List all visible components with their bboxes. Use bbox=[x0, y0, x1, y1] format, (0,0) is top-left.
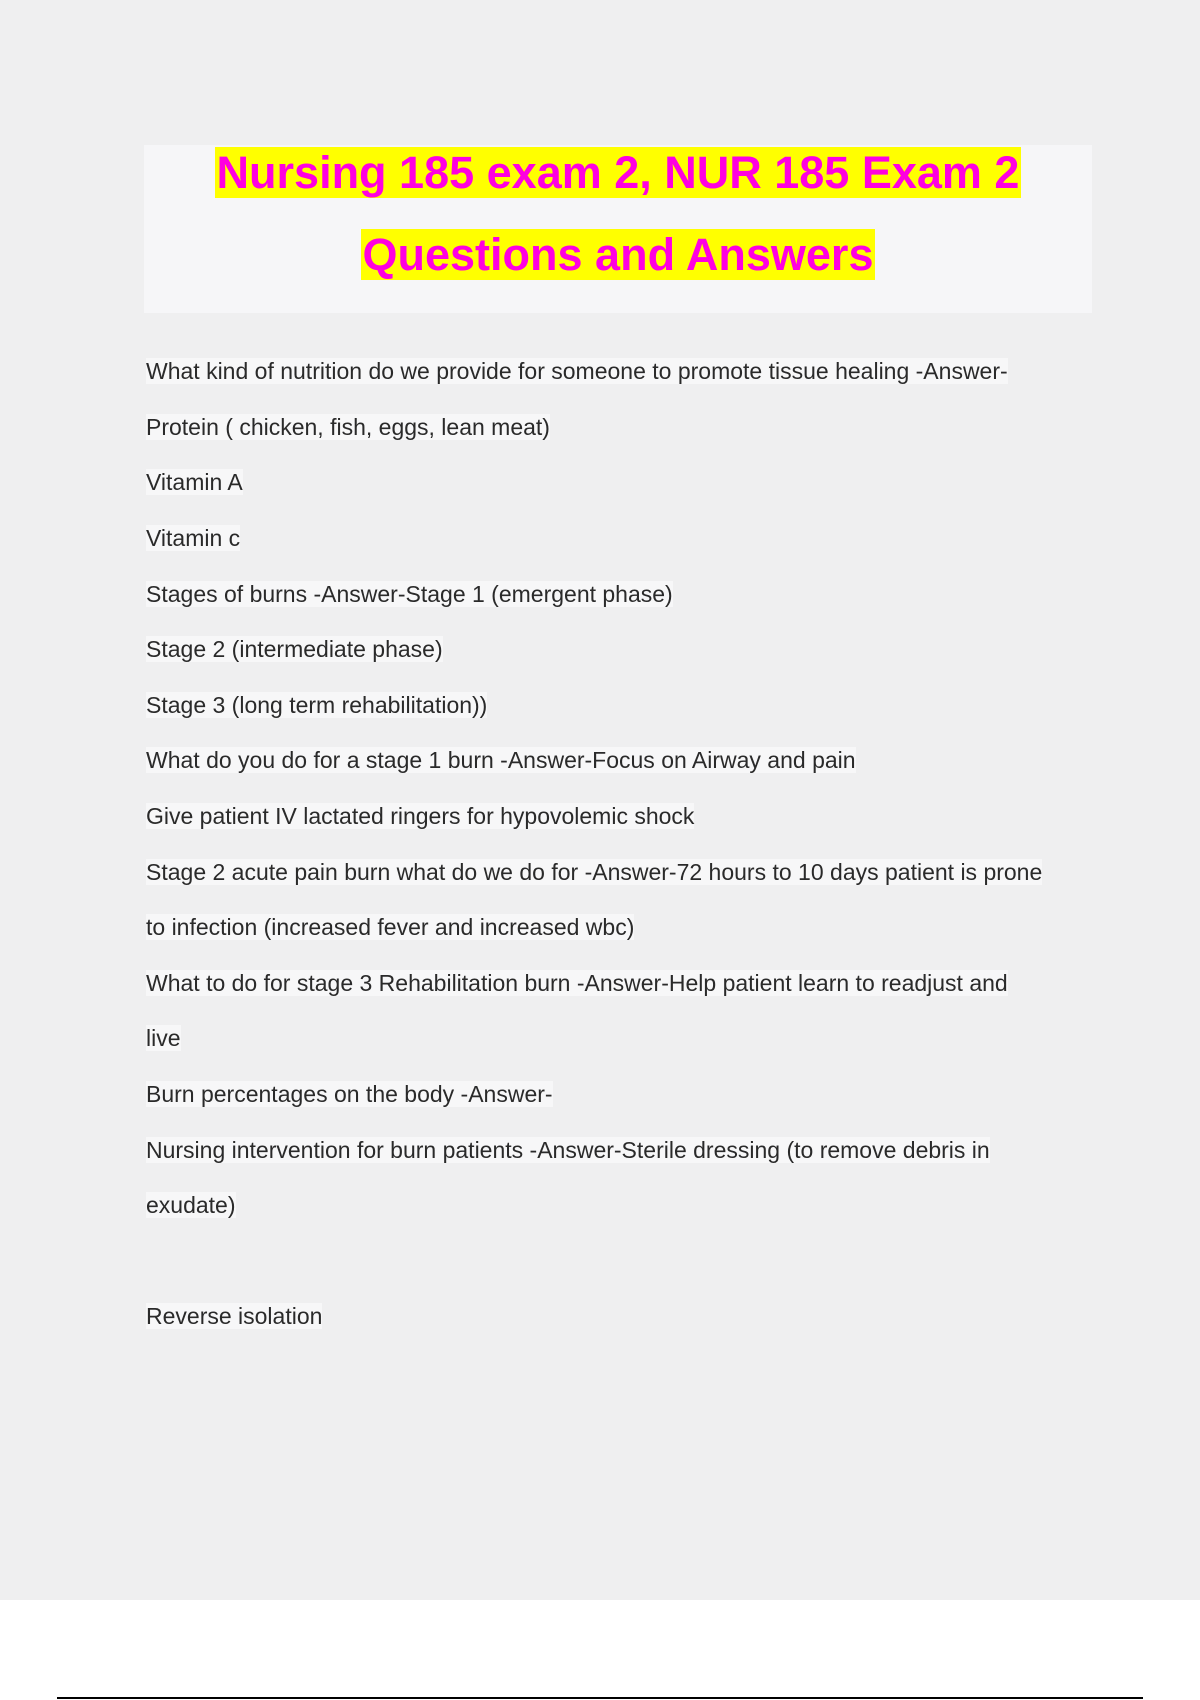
text-line: Protein ( chicken, fish, eggs, lean meat) bbox=[146, 414, 550, 440]
text-line: What do you do for a stage 1 burn -Answer-Focus on Airway and pain bbox=[146, 747, 856, 773]
text-line: exudate) bbox=[146, 1192, 236, 1218]
text-line: Vitamin A bbox=[146, 469, 243, 495]
text-line: What kind of nutrition do we provide for someone to promote tissue healing -Answer- bbox=[146, 358, 1008, 384]
text-line: Burn percentages on the body -Answer- bbox=[146, 1081, 553, 1107]
text-line: Stages of burns -Answer-Stage 1 (emergent phase) bbox=[146, 581, 673, 607]
title-line-2-text: Questions and Answers bbox=[362, 229, 874, 280]
text-line: Stage 2 acute pain burn what do we do for -Answer-72 hours to 10 days patient is prone bbox=[146, 859, 1043, 885]
text-line: Stage 2 (intermediate phase) bbox=[146, 636, 443, 662]
title-block bbox=[144, 145, 1092, 313]
text-line: Give patient IV lactated ringers for hypovolemic shock bbox=[146, 803, 695, 829]
title-line-1 bbox=[144, 145, 1092, 201]
text-line: Reverse isolation bbox=[146, 1303, 323, 1329]
title-line-1-text: Nursing 185 exam 2, NUR 185 Exam 2 bbox=[216, 147, 1020, 198]
text-line: to infection (increased fever and increased wbc) bbox=[146, 914, 635, 940]
title-line-2 bbox=[144, 227, 1092, 283]
text-line: What to do for stage 3 Rehabilitation burn -Answer-Help patient learn to readjust and bbox=[146, 970, 1008, 996]
footer-divider bbox=[57, 1697, 1143, 1699]
text-line: Vitamin c bbox=[146, 525, 241, 551]
text-line: Nursing intervention for burn patients -Answer-Sterile dressing (to remove debris in bbox=[146, 1137, 990, 1163]
text-line: Stage 3 (long term rehabilitation)) bbox=[146, 692, 488, 718]
text-line: live bbox=[146, 1025, 181, 1051]
